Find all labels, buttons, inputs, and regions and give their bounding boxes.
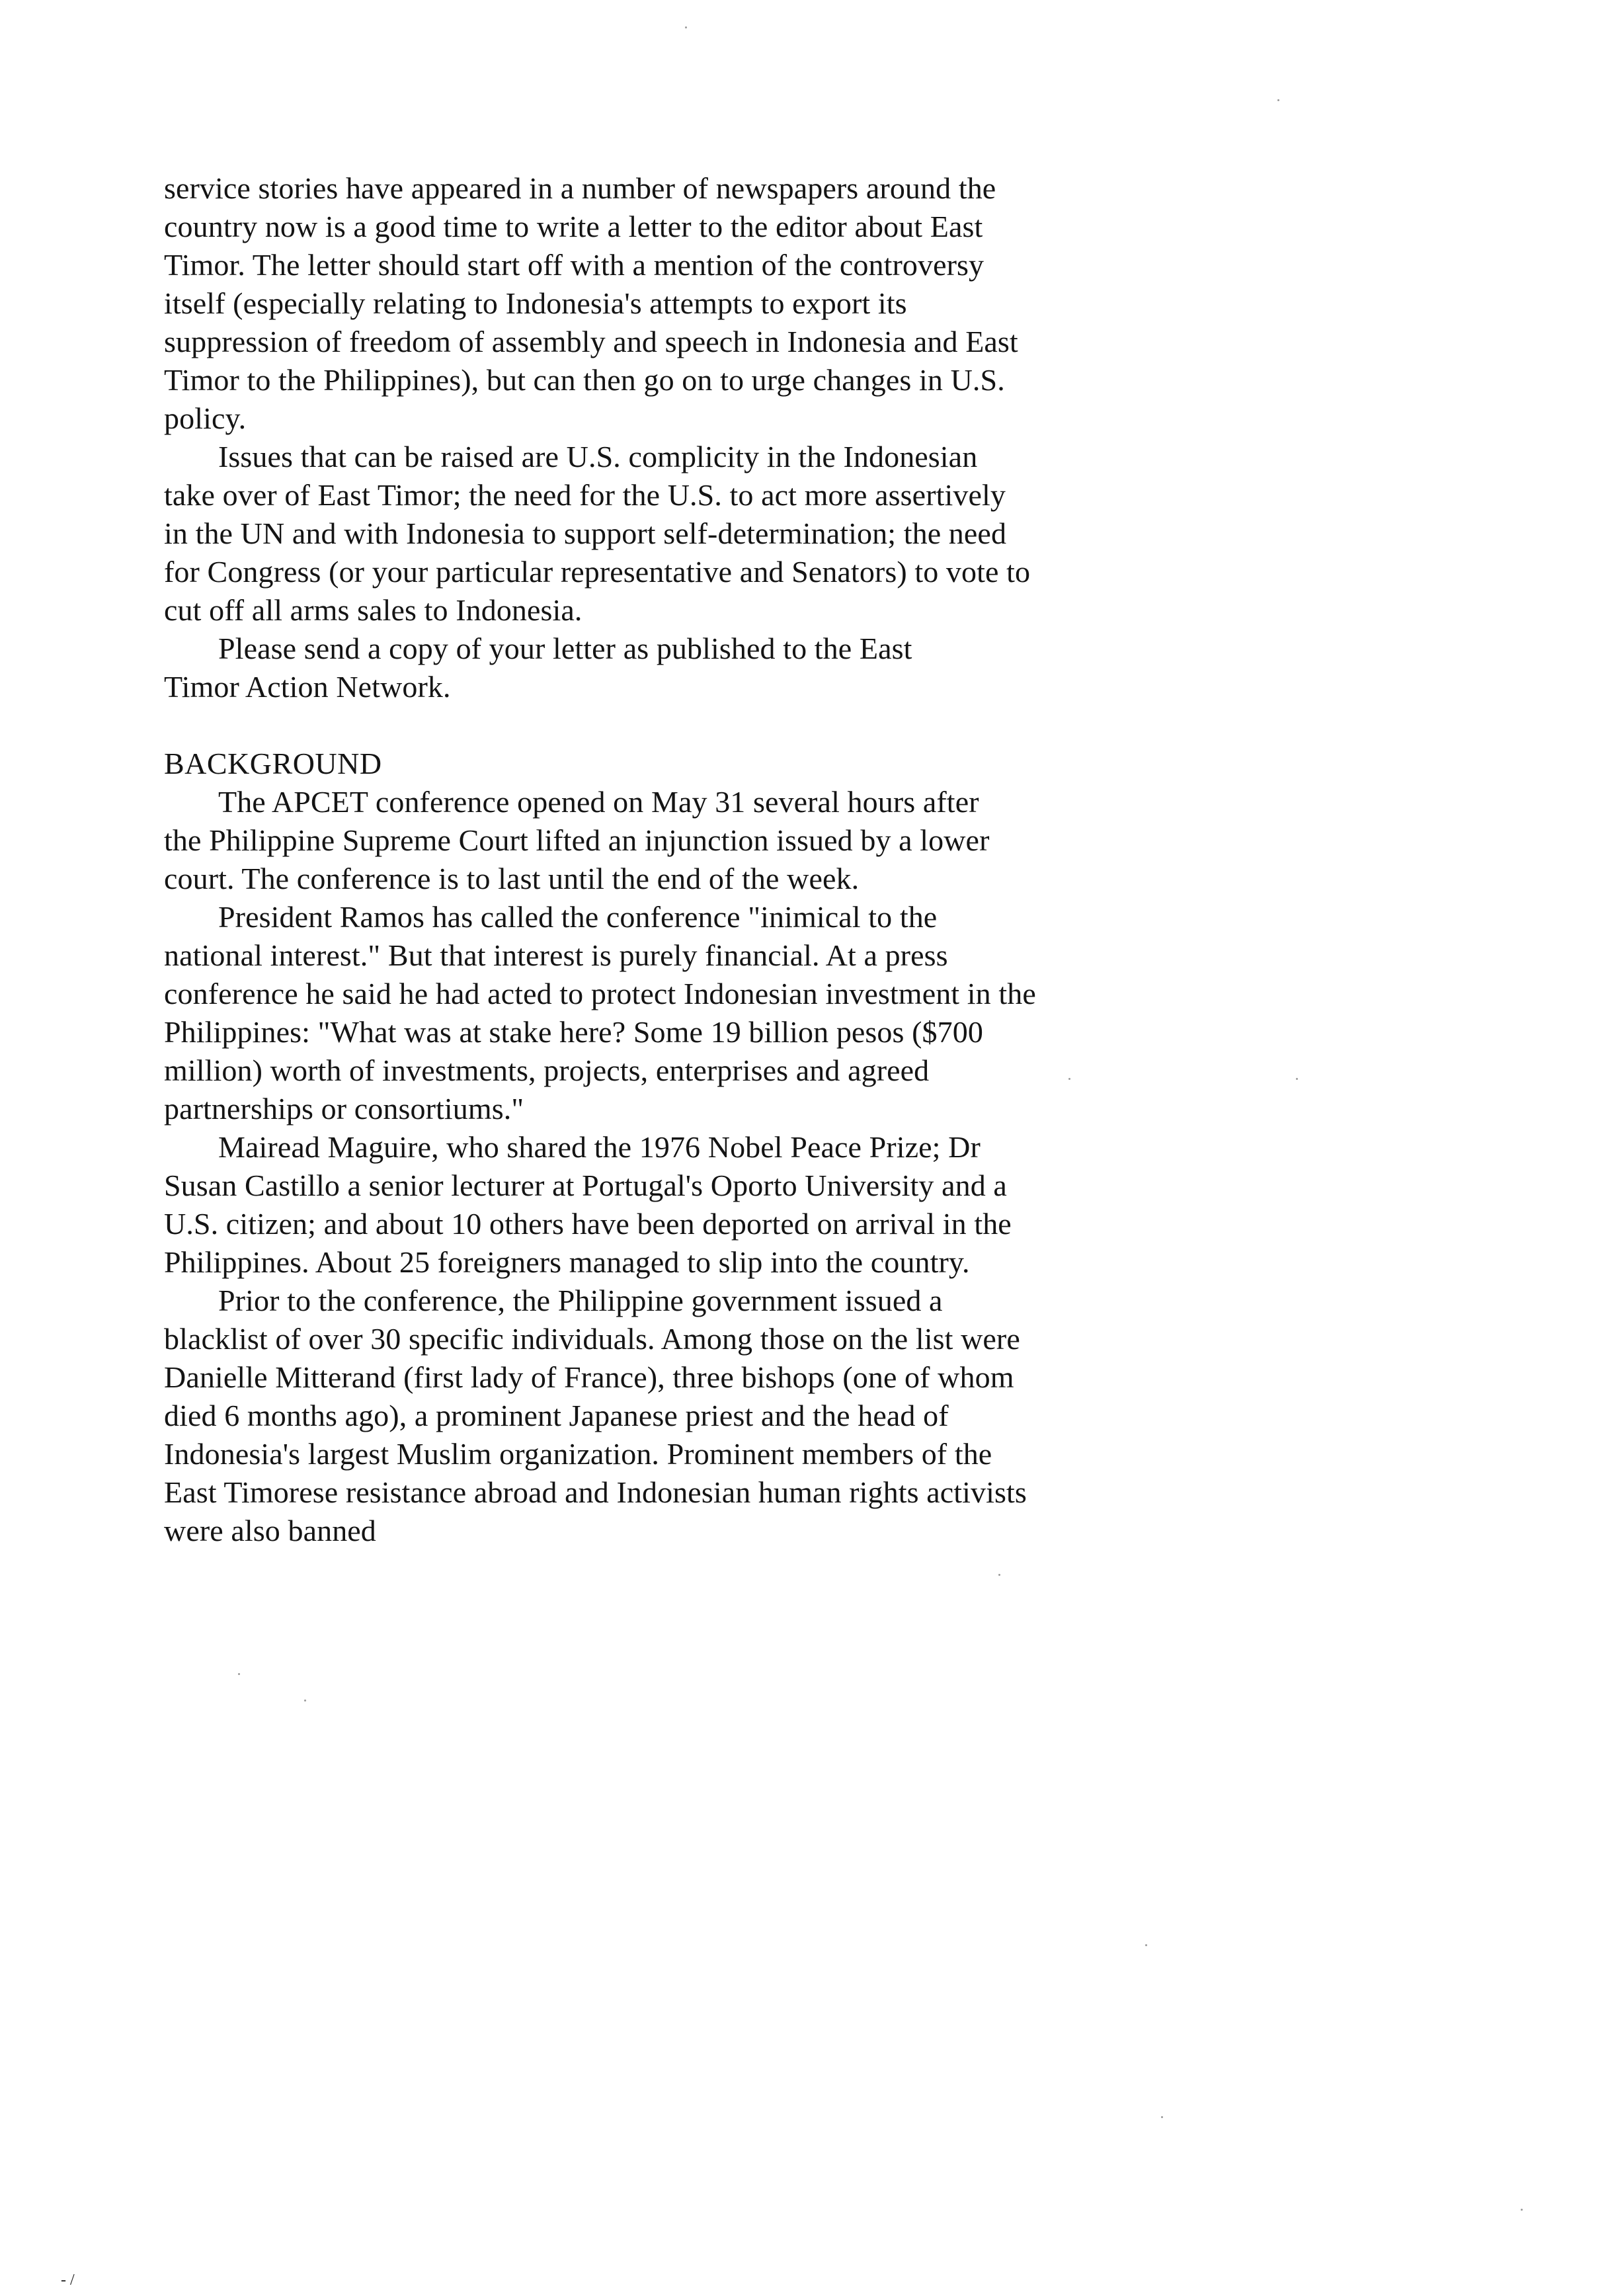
scan-speck bbox=[998, 1574, 1000, 1576]
scan-speck bbox=[1277, 99, 1279, 101]
scan-speck bbox=[1068, 1078, 1070, 1080]
text-line: Indonesia's largest Muslim organization. Prominent members of the bbox=[164, 1437, 992, 1471]
text-line: policy. bbox=[164, 401, 247, 435]
text-line: President Ramos has called the conference "inimical to the bbox=[218, 900, 938, 934]
text-line: the Philippine Supreme Court lifted an injunction issued by a lower bbox=[164, 823, 990, 857]
text-line: U.S. citizen; and about 10 others have been deported on arrival in the bbox=[164, 1207, 1012, 1241]
paragraph-issues bbox=[164, 438, 1156, 630]
scan-speck bbox=[685, 26, 687, 28]
text-line: take over of East Timor; the need for the U.S. to act more assertively bbox=[164, 478, 1006, 512]
scan-speck bbox=[1521, 2209, 1523, 2211]
text-line: Timor. The letter should start off with a mention of the controversy bbox=[164, 248, 985, 282]
text-line: conference he said he had acted to protect Indonesian investment in the bbox=[164, 977, 1036, 1010]
scan-speck bbox=[1296, 1078, 1298, 1080]
text-line: country now is a good time to write a letter to the editor about East bbox=[164, 210, 983, 243]
text-line: Prior to the conference, the Philippine government issued a bbox=[218, 1284, 943, 1317]
paragraph-spacer bbox=[164, 706, 1156, 745]
text-line: court. The conference is to last until the end of the week. bbox=[164, 862, 860, 895]
paragraph-maguire bbox=[164, 1128, 1156, 1282]
text-line: Timor to the Philippines), but can then go on to urge changes in U.S. bbox=[164, 363, 1005, 397]
text-line: cut off all arms sales to Indonesia. bbox=[164, 593, 583, 627]
section-heading-background: BACKGROUND bbox=[164, 747, 382, 780]
text-line: died 6 months ago), a prominent Japanese priest and the head of bbox=[164, 1399, 949, 1432]
document-body bbox=[164, 169, 1156, 1550]
text-line: Mairead Maguire, who shared the 1976 Nobel Peace Prize; Dr bbox=[218, 1130, 981, 1164]
text-line: partnerships or consortiums." bbox=[164, 1092, 524, 1126]
text-line: million) worth of investments, projects, enterprises and agreed bbox=[164, 1053, 930, 1087]
text-line: Susan Castillo a senior lecturer at Portugal's Oporto University and a bbox=[164, 1168, 1007, 1202]
text-line: Timor Action Network. bbox=[164, 670, 451, 704]
corner-scan-mark: - / bbox=[61, 2272, 75, 2289]
text-line: Danielle Mitterand (first lady of France), three bishops (one of whom bbox=[164, 1360, 1014, 1394]
text-line: Philippines. About 25 foreigners managed to slip into the country. bbox=[164, 1245, 970, 1279]
text-line: national interest." But that interest is purely financial. At a press bbox=[164, 938, 948, 972]
paragraph-apcet bbox=[164, 783, 1156, 898]
text-line: East Timorese resistance abroad and Indonesian human rights activists bbox=[164, 1475, 1027, 1509]
text-line: Please send a copy of your letter as published to the East bbox=[218, 632, 912, 665]
text-line: for Congress (or your particular representative and Senators) to vote to bbox=[164, 555, 1031, 589]
text-line: in the UN and with Indonesia to support self-determination; the need bbox=[164, 516, 1007, 550]
scan-speck bbox=[238, 1673, 240, 1675]
paragraph-blacklist bbox=[164, 1282, 1156, 1550]
paragraph-send bbox=[164, 630, 1156, 706]
text-line: suppression of freedom of assembly and speech in Indonesia and East bbox=[164, 325, 1018, 358]
text-line: The APCET conference opened on May 31 several hours after bbox=[218, 785, 979, 819]
scan-speck bbox=[1145, 1944, 1147, 1946]
text-line: Issues that can be raised are U.S. complicity in the Indonesian bbox=[218, 440, 978, 473]
paragraph-intro bbox=[164, 169, 1156, 438]
paragraph-ramos bbox=[164, 898, 1156, 1128]
text-line: service stories have appeared in a number of newspapers around the bbox=[164, 171, 996, 205]
text-line: itself (especially relating to Indonesia's attempts to export its bbox=[164, 286, 907, 320]
text-line: Philippines: "What was at stake here? Some 19 billion pesos ($700 bbox=[164, 1015, 983, 1049]
text-line: were also banned bbox=[164, 1514, 376, 1547]
scan-speck bbox=[1161, 2116, 1163, 2118]
text-line: blacklist of over 30 specific individuals. Among those on the list were bbox=[164, 1322, 1020, 1356]
scan-speck bbox=[304, 1700, 306, 1702]
